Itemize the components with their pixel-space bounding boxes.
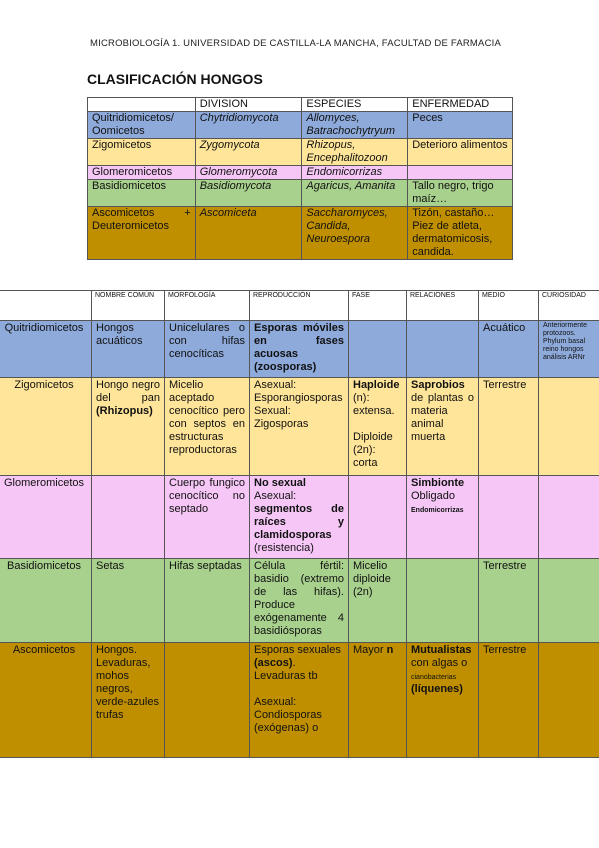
morphology-cell bbox=[165, 643, 250, 758]
relations-bold-2: (líquenes) bbox=[411, 683, 463, 695]
table-row bbox=[88, 207, 513, 260]
phase-text-2: Diploide (2n): corta bbox=[353, 431, 393, 469]
page-header: MICROBIOLOGÍA 1. UNIVERSIDAD DE CASTILLA-LA MANCHA, FACULTAD DE FARMACIA bbox=[90, 38, 502, 49]
species-cell: Saccharomyces, Candida, Neuroespora bbox=[302, 207, 408, 260]
species-cell: Rhizopus, Encephalitozoon bbox=[302, 139, 408, 166]
table-row bbox=[0, 559, 599, 643]
table-row bbox=[0, 476, 599, 559]
division-cell: Zygomycota bbox=[195, 139, 302, 166]
division-cell: Chytridiomycota bbox=[195, 112, 302, 139]
relations-text: de plantas o materia animal muerta bbox=[411, 392, 474, 443]
reproduction-text: Asexual: bbox=[254, 490, 297, 502]
medium-cell: Terrestre bbox=[479, 559, 539, 643]
curiosity-cell bbox=[539, 378, 599, 476]
curiosity-cell bbox=[539, 559, 599, 643]
table-header-cell: MORFOLOGÍA bbox=[165, 291, 250, 321]
relations-text: con algas o bbox=[411, 657, 468, 669]
reproduction-text-2: . Levaduras tb bbox=[254, 657, 318, 682]
table-row bbox=[0, 378, 599, 476]
table-header-cell: RELACIONES bbox=[407, 291, 479, 321]
phase-cell: Micelio diploide (2n) bbox=[349, 559, 407, 643]
group-cell: Glomeromicetos bbox=[88, 166, 196, 180]
common-name-cell: Hongos. Levaduras, mohos negros, verde-azules trufas bbox=[92, 643, 165, 758]
group-cell: Quitridiomicetos/ Oomicetos bbox=[88, 112, 196, 139]
group-cell: Ascomicetos bbox=[0, 643, 92, 758]
group-cell: Basidiomicetos bbox=[88, 180, 196, 207]
curiosity-cell bbox=[539, 476, 599, 559]
common-name-cell: Setas bbox=[92, 559, 165, 643]
reproduction-bold: (ascos) bbox=[254, 657, 293, 669]
table-row bbox=[0, 643, 599, 758]
table-row bbox=[88, 166, 513, 180]
table-row bbox=[0, 321, 599, 378]
phase-cell bbox=[349, 643, 407, 758]
disease-cell bbox=[408, 166, 513, 180]
classification-table bbox=[87, 97, 513, 260]
group-cell: Glomeromicetos bbox=[0, 476, 92, 559]
group-cell: Zigomicetos bbox=[88, 139, 196, 166]
reproduction-cell bbox=[250, 643, 349, 758]
table-row bbox=[88, 112, 513, 139]
table-header-cell: MEDIO bbox=[479, 291, 539, 321]
division-cell: Ascomiceta bbox=[195, 207, 302, 260]
common-name-text: Hongo negro del pan bbox=[96, 379, 160, 404]
medium-cell: Acuático bbox=[479, 321, 539, 378]
common-name-cell bbox=[92, 476, 165, 559]
morphology-cell: Cuerpo fungico cenocítico no septado bbox=[165, 476, 250, 559]
morphology-cell: Micelio aceptado cenocítico pero con septos en estructuras reproductoras bbox=[165, 378, 250, 476]
relations-cell bbox=[407, 476, 479, 559]
table-header-cell: ENFERMEDAD bbox=[408, 98, 513, 112]
table-header-cell: NOMBRE COMÚN bbox=[92, 291, 165, 321]
phase-cell bbox=[349, 378, 407, 476]
relations-cell bbox=[407, 378, 479, 476]
medium-cell: Terrestre bbox=[479, 378, 539, 476]
reproduction-text-2: (resistencia) bbox=[254, 542, 314, 554]
table-header-cell: FASE bbox=[349, 291, 407, 321]
relations-text: Obligado bbox=[411, 490, 456, 502]
common-name-cell bbox=[92, 378, 165, 476]
phase-text: Mayor bbox=[353, 644, 384, 656]
disease-cell: Tizón, castaño… Piez de atleta, dermatomicosis, candida. bbox=[408, 207, 513, 260]
relations-cell bbox=[407, 643, 479, 758]
table-header-cell: REPRODUCCIÓN bbox=[250, 291, 349, 321]
species-cell: Agaricus, Amanita bbox=[302, 180, 408, 207]
phase-cell bbox=[349, 321, 407, 378]
disease-cell: Deterioro alimentos bbox=[408, 139, 513, 166]
table-header-cell: DIVISION bbox=[195, 98, 302, 112]
phase-bold: Haploide bbox=[353, 379, 400, 391]
reproduction-cell: Asexual: Esporangiosporas Sexual: Zigosporas bbox=[250, 378, 349, 476]
table-header-cell bbox=[88, 98, 196, 112]
table-header-cell: CURIOSIDAD bbox=[539, 291, 599, 321]
disease-cell: Peces bbox=[408, 112, 513, 139]
reproduction-cell bbox=[250, 476, 349, 559]
species-cell: Endomicorrizas bbox=[302, 166, 408, 180]
table-row bbox=[88, 180, 513, 207]
table-row bbox=[88, 139, 513, 166]
phase-cell bbox=[349, 476, 407, 559]
phase-text: (n): extensa. bbox=[353, 392, 395, 417]
detail-table bbox=[0, 290, 599, 758]
reproduction-bold: No sexual bbox=[254, 477, 306, 489]
curiosity-cell: Anteriormente protozoos. Phylum basal reino hongos análisis ARNr bbox=[539, 321, 599, 378]
reproduction-text-3: Asexual: Condiosporas (exógenas) o bbox=[254, 696, 322, 734]
relations-cell bbox=[407, 559, 479, 643]
division-cell: Basidiomycota bbox=[195, 180, 302, 207]
group-cell: Zigomicetos bbox=[0, 378, 92, 476]
relations-cell bbox=[407, 321, 479, 378]
medium-cell: Terrestre bbox=[479, 643, 539, 758]
morphology-cell: Unicelulares o con hifas cenocíticas bbox=[165, 321, 250, 378]
relations-bold: Saprobios bbox=[411, 379, 465, 391]
relations-bold: Mutualistas bbox=[411, 644, 472, 656]
relations-small: Endomicorrizas bbox=[411, 507, 464, 514]
table-header-row bbox=[0, 291, 599, 321]
division-cell: Glomeromycota bbox=[195, 166, 302, 180]
morphology-cell: Hifas septadas bbox=[165, 559, 250, 643]
medium-cell bbox=[479, 476, 539, 559]
group-cell: Basidiomicetos bbox=[0, 559, 92, 643]
phase-bold: n bbox=[386, 644, 394, 656]
reproduction-text: Esporas sexuales bbox=[254, 644, 341, 656]
reproduction-cell: Esporas móviles en fases acuosas (zoosporas) bbox=[250, 321, 349, 378]
curiosity-cell bbox=[539, 643, 599, 758]
species-cell: Allomyces, Batrachochytryum bbox=[302, 112, 408, 139]
common-name-bold: (Rhizopus) bbox=[96, 405, 153, 417]
disease-cell: Tallo negro, trigo maíz… bbox=[408, 180, 513, 207]
common-name-cell: Hongos acuáticos bbox=[92, 321, 165, 378]
table-header-cell: ESPECIES bbox=[302, 98, 408, 112]
group-cell: Quitridiomicetos bbox=[0, 321, 92, 378]
reproduction-cell: Célula fértil: basidio (extremo de las hifas). Produce exógenamente 4 basidiósporas bbox=[250, 559, 349, 643]
reproduction-bold-2: segmentos de raíces y clamidosporas bbox=[254, 503, 344, 541]
table-header-row bbox=[88, 98, 513, 112]
table-header-cell bbox=[0, 291, 92, 321]
page-title: CLASIFICACIÓN HONGOS bbox=[87, 71, 263, 87]
group-cell: Ascomicetos + Deuteromicetos bbox=[88, 207, 196, 260]
relations-small: cianobacterias bbox=[411, 674, 457, 681]
relations-bold: Simbionte bbox=[411, 477, 465, 489]
